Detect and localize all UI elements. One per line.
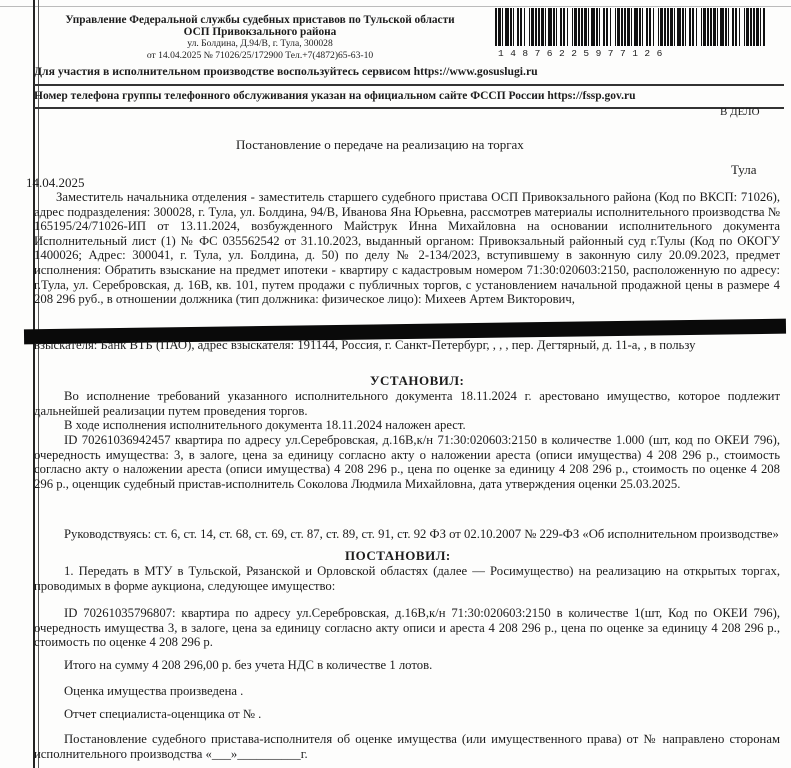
paragraph-arrest: Во исполнение требований указанного исполнительного документа 18.11.2024 г. арестовано имущество, которое подлежит дальнейшей реализации путем проведения торгов. — [34, 389, 780, 418]
fssp-phone-notice: Номер телефона группы телефонного обслуживания указан на официальном сайте ФССП России https://fssp.gov.ru — [34, 90, 636, 102]
claimant-paragraph: взыскателя: Банк ВТБ (ПАО), адрес взыскателя: 191144, Россия, г. Санкт-Петербург, , , , пер. Дегтярный, д. 11-а, , в пользу — [34, 338, 696, 352]
file-stamp: В ДЕЛО — [720, 106, 760, 118]
paragraph-appraiser-report: Отчет специалиста-оценщика от № . — [64, 707, 262, 721]
barcode-graphic — [495, 8, 765, 46]
divider — [34, 84, 784, 86]
document-city: Тула — [731, 162, 757, 177]
section-heading-postanovil: ПОСТАНОВИЛ: — [345, 548, 451, 563]
scan-edge-line — [0, 6, 791, 7]
paragraph-arrest-imposed: В ходе исполнения исполнительного документа 18.11.2024 наложен арест. — [64, 418, 466, 432]
org-address: ул. Болдина, Д.94/В, г. Тула, 300028 — [187, 38, 333, 49]
org-department: ОСП Привокзального района — [183, 26, 337, 38]
paragraph-transfer: 1. Передать в МТУ в Тульской, Рязанской и Орловской областях (далее — Росимущество) на реализацию на открытых торгах, проводимых в форме аукциона, следующее имущество: — [34, 564, 780, 593]
document-date: 14.04.2025 — [26, 175, 85, 190]
scan-fold-line-secondary — [38, 0, 39, 768]
paragraph-valuation: Оценка имущества произведена . — [64, 684, 244, 698]
paragraph-lot-details: ID 70261035796807: квартира по адресу ул.Серебровская, д.16В,к/н 71:30:020603:2150 в количестве 1(шт, Код по ОКЕИ 796), очередность имущества 3, в залоге, цена за единицу согласно акту описи и ареста 4 208 296 р., цена по оценке за единицу 4 208 296 р., стоимость по оценке 4 208 296 р. — [34, 606, 780, 650]
section-heading-ustanovil: УСТАНОВИЛ: — [370, 373, 465, 388]
document-title: Постановление о передаче на реализацию на торгах — [236, 137, 524, 152]
gosuslugi-notice: Для участия в исполнительном производстве воспользуйтесь сервисом https://www.gosuslugi.ru — [34, 65, 538, 78]
paragraph-total: Итого на сумму 4 208 296,00 р. без учета НДС в количестве 1 лотов. — [64, 658, 433, 672]
paragraph-legal-basis: Руководствуясь: ст. 6, ст. 14, ст. 68, ст. 69, ст. 87, ст. 89, ст. 91, ст. 92 ФЗ от 02.10.2007 № 229-ФЗ «Об исполнительном производстве» — [64, 527, 779, 541]
main-paragraph: Заместитель начальника отделения - заместитель старшего судебного пристава ОСП Привокзального района (Код по ВКСП: 71026), адрес подразделения: 300028, г. Тула, ул. Болдина, 94/В, Иванова Яна Юрьевна, рассмотрев материалы исполнительного производства № 165195/24/71026-ИП от 13.11.2024, возбужденного Майструк Инна Михайловна на основании исполнительного документа Исполнительный лист (1) № ФС 035562542 от 31.10.2023, выданный органом: Привокзальный районный суд г.Тулы (Код по ОКОГУ 1400026; Адрес: 300041, г. Тула, ул. Болдина, д. 50) по делу № 2-134/2023, вступившему в законную силу 20.09.2023, предмет исполнения: Обратить взыскание на предмет ипотеки - квартиру с кадастровым номером 71:30:020603:2150, расположенную по адресу: г.Тула, ул. Серебровская, д. 16В, кв. 101, путем продажи с публичных торгов, с установлением начальной продажной цены в размере 4 208 296 руб., в отношении должника (тип должника: физическое лицо): Михеев Артем Викторович, — [34, 190, 780, 307]
divider — [34, 107, 784, 109]
paragraph-property-details: ID 70261036942457 квартира по адресу ул.Серебровская, д.16В,к/н 71:30:020603:2150 в количестве 1.000 (шт, код по ОКЕИ 796), очередность имущества: 3, в залоге, цена за единицу согласно акту о наложении ареста (описи имущества) 4 208 296 р., стоимость согласно акту о наложении ареста (описи имущества) 4 208 296 р., цена по оценке за единицу 4 208 296 р., стоимость по оценке 4 208 296 р., оценщик судебный пристав-исполнитель Соколова Людмила Михайловна, дата утверждения оценки 25.03.2025. — [34, 433, 780, 491]
org-name: Управление Федеральной службы судебных приставов по Тульской области — [65, 14, 455, 26]
paragraph-valuation-decision: Постановление судебного пристава-исполнителя об оценке имущества (или имущественного права) от № направлено сторонам исполнительного производства «___»__________г. — [34, 732, 780, 761]
scan-fold-line — [33, 0, 35, 768]
letterhead — [40, 14, 480, 62]
barcode-number: 14876225977126 — [498, 48, 669, 59]
doc-reference: от 14.04.2025 № 71026/25/172900 Тел.+7(4872)65-63-10 — [146, 50, 374, 61]
